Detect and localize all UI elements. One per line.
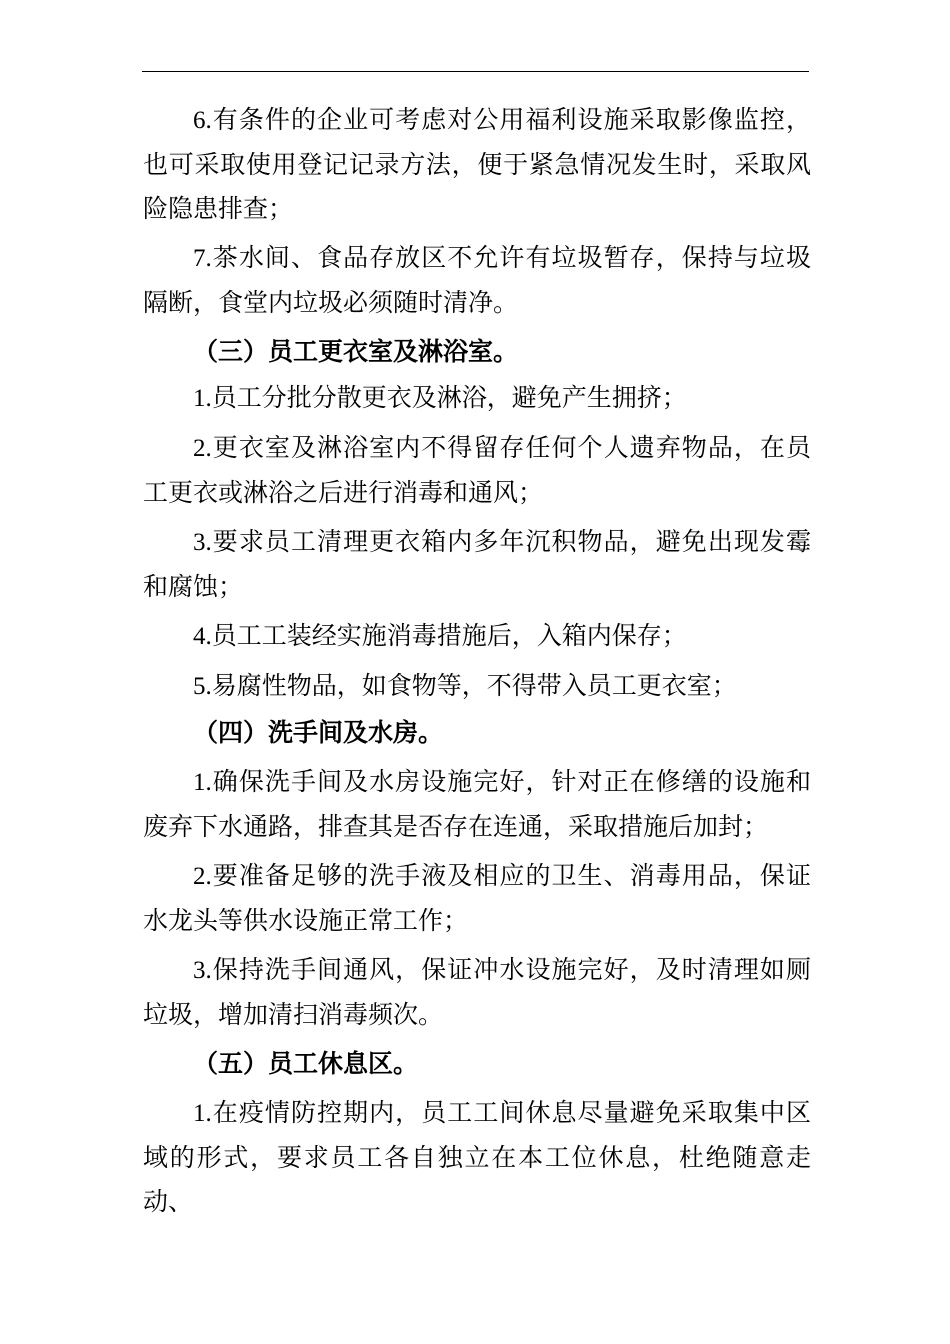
paragraph-locker-5: 5.易腐性物品，如食物等，不得带入员工更衣室； bbox=[193, 671, 737, 700]
section-heading-washroom: （四）洗手间及水房。 bbox=[193, 718, 444, 747]
paragraph-locker-3: 3.要求员工清理更衣箱内多年沉积物品，避免出现发霉和腐蚀； bbox=[143, 527, 811, 601]
paragraph-rest-1: 1.在疫情防控期内，员工工间休息尽量避免采取集中区域的形式，要求员工各自独立在本工位休息，杜绝随意走动、 bbox=[143, 1098, 811, 1216]
document-body bbox=[143, 98, 811, 1229]
section-heading-rest-area: （五）员工休息区。 bbox=[193, 1049, 419, 1078]
paragraph-locker-1: 1.员工分批分散更衣及淋浴，避免产生拥挤； bbox=[193, 383, 687, 412]
paragraph-6: 6.有条件的企业可考虑对公用福利设施采取影像监控，也可采取使用登记记录方法，便于紧急情况发生时，采取风险隐患排查； bbox=[143, 105, 811, 223]
paragraph-locker-2: 2.更衣室及淋浴室内不得留存任何个人遗弃物品，在员工更衣或淋浴之后进行消毒和通风； bbox=[143, 433, 811, 507]
section-heading-locker-room: （三）员工更衣室及淋浴室。 bbox=[193, 337, 519, 366]
paragraph-washroom-3: 3.保持洗手间通风，保证冲水设施完好，及时清理如厕垃圾，增加清扫消毒频次。 bbox=[143, 955, 811, 1029]
paragraph-locker-4: 4.员工工装经实施消毒措施后，入箱内保存； bbox=[193, 621, 687, 650]
paragraph-washroom-2: 2.要准备足够的洗手液及相应的卫生、消毒用品，保证水龙头等供水设施正常工作； bbox=[143, 861, 811, 935]
paragraph-washroom-1: 1.确保洗手间及水房设施完好，针对正在修缮的设施和废弃下水通路，排查其是否存在连通，采取措施后加封； bbox=[143, 767, 811, 841]
paragraph-7: 7.茶水间、食品存放区不允许有垃圾暂存，保持与垃圾隔断，食堂内垃圾必须随时清净。 bbox=[143, 243, 811, 317]
header-rule bbox=[142, 71, 809, 72]
